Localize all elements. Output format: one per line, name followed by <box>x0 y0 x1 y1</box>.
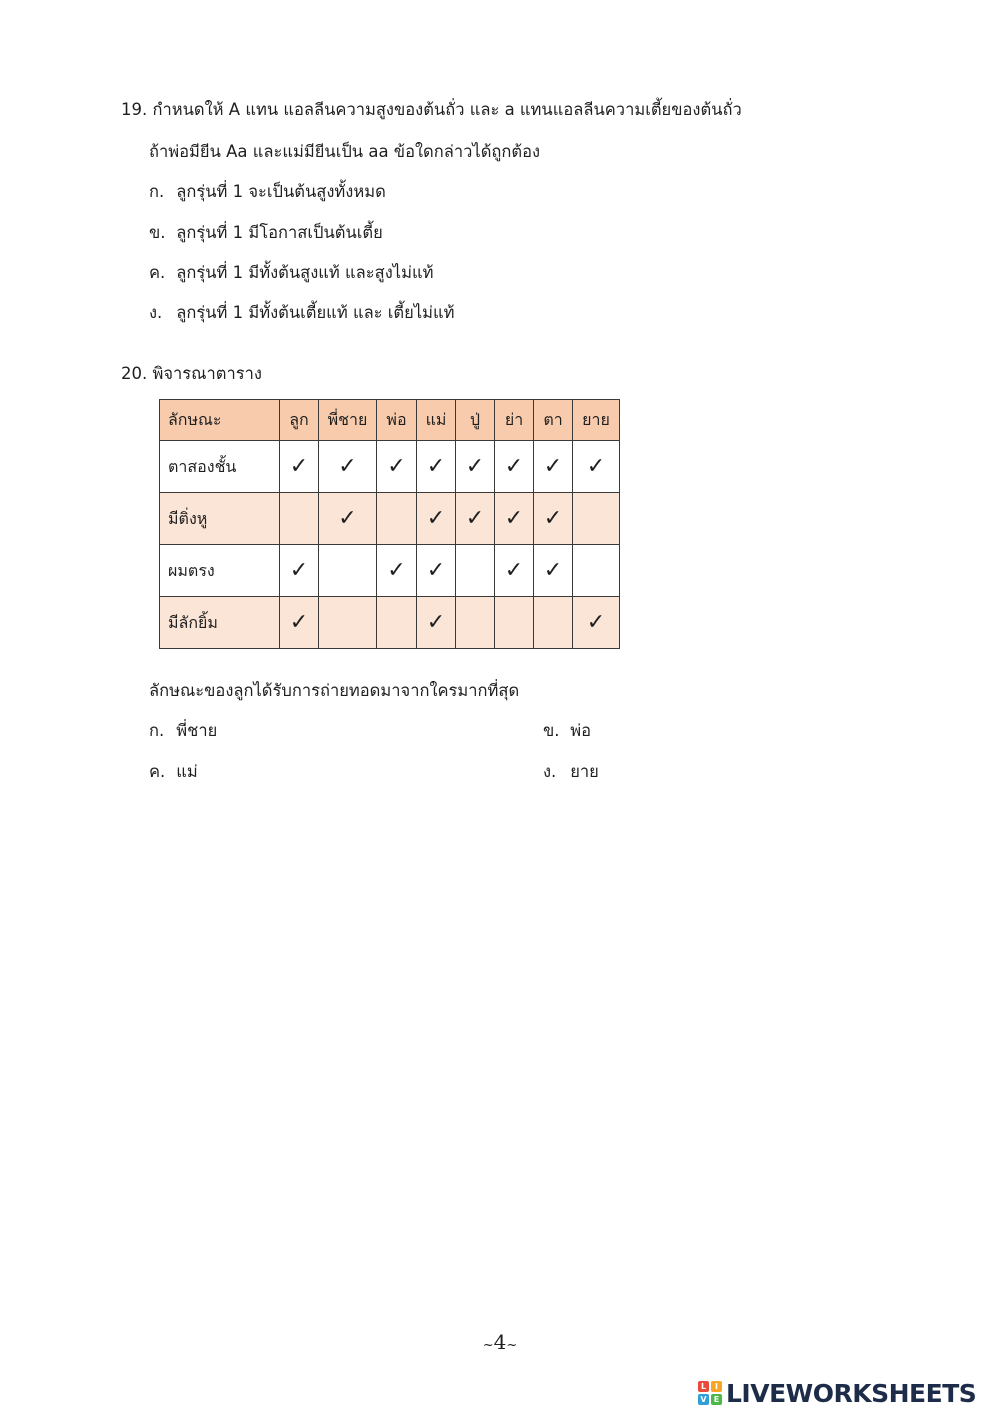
traits-table <box>159 399 620 649</box>
check-cell <box>456 545 495 597</box>
option-label: ข. <box>149 223 166 242</box>
table-header-cell: ย่า <box>495 400 534 441</box>
trait-label: มีติ่งหู <box>160 493 280 545</box>
table-row <box>160 545 620 597</box>
table-row <box>160 441 620 493</box>
liveworksheets-logo-icon: L I V E <box>698 1381 722 1405</box>
option-label: ข. <box>543 721 560 740</box>
trait-label: ตาสองชั้น <box>160 441 280 493</box>
check-cell <box>573 545 620 597</box>
check-cell: ✓ <box>534 545 573 597</box>
check-cell: ✓ <box>377 441 417 493</box>
table-header-row <box>160 400 620 441</box>
check-cell <box>495 597 534 649</box>
option-text: ลูกรุ่นที่ 1 จะเป็นต้นสูงทั้งหมด <box>176 182 386 201</box>
page-number <box>0 1330 1000 1354</box>
option-label: ค. <box>149 762 166 781</box>
table-header-cell: พ่อ <box>377 400 417 441</box>
check-cell: ✓ <box>534 493 573 545</box>
check-cell: ✓ <box>456 441 495 493</box>
check-cell: ✓ <box>495 441 534 493</box>
table-row <box>160 493 620 545</box>
table-header-cell: ตา <box>534 400 573 441</box>
option-text: พี่ชาย <box>176 721 218 740</box>
table-header-cell: แม่ <box>417 400 456 441</box>
option-text: ลูกรุ่นที่ 1 มีโอกาสเป็นต้นเตี้ย <box>176 223 383 242</box>
check-cell: ✓ <box>377 545 417 597</box>
liveworksheets-brand[interactable] <box>698 1379 976 1407</box>
q20-option-b[interactable] <box>543 719 591 743</box>
option-text: แม่ <box>176 762 198 781</box>
q20-option-a[interactable] <box>149 719 217 743</box>
check-cell: ✓ <box>417 545 456 597</box>
check-cell <box>534 597 573 649</box>
table-header-cell: พี่ชาย <box>319 400 377 441</box>
table-header-cell: ปู่ <box>456 400 495 441</box>
option-text: ลูกรุ่นที่ 1 มีทั้งต้นสูงแท้ และสูงไม่แท้ <box>176 263 434 282</box>
table-row <box>160 597 620 649</box>
page-number-value: 4 <box>493 1330 507 1354</box>
check-cell: ✓ <box>280 545 319 597</box>
check-cell: ✓ <box>495 493 534 545</box>
check-cell: ✓ <box>495 545 534 597</box>
check-cell: ✓ <box>319 441 377 493</box>
check-cell: ✓ <box>417 493 456 545</box>
check-cell: ✓ <box>573 597 620 649</box>
check-cell: ✓ <box>280 441 319 493</box>
check-cell <box>377 597 417 649</box>
check-cell <box>319 597 377 649</box>
check-cell: ✓ <box>280 597 319 649</box>
table-header-cell: ลูก <box>280 400 319 441</box>
option-label: ก. <box>149 721 165 740</box>
table-header-cell: ลักษณะ <box>160 400 280 441</box>
check-cell <box>573 493 620 545</box>
check-cell <box>456 597 495 649</box>
check-cell: ✓ <box>573 441 620 493</box>
option-text: ยาย <box>570 762 599 781</box>
q19-stem-line2: ถ้าพ่อมียีน Aa และแม่มียีนเป็น aa ข้อใดกล่าวได้ถูกต้อง <box>149 142 541 161</box>
check-cell <box>377 493 417 545</box>
q19-option-c[interactable] <box>149 261 433 285</box>
q20-option-d[interactable] <box>543 760 599 784</box>
page-tilde-right: ~ <box>506 1338 518 1353</box>
q20-stem: 20. พิจารณาตาราง <box>121 364 262 383</box>
check-cell: ✓ <box>417 597 456 649</box>
brand-name: LIVEWORKSHEETS <box>726 1378 977 1408</box>
check-cell: ✓ <box>417 441 456 493</box>
q19-option-a[interactable] <box>149 180 386 204</box>
check-cell: ✓ <box>534 441 573 493</box>
option-text: ลูกรุ่นที่ 1 มีทั้งต้นเตี้ยแท้ และ เตี้ยไม่แท้ <box>176 303 455 322</box>
table-header-cell: ยาย <box>573 400 620 441</box>
q19-stem-line1: 19. กำหนดให้ A แทน แอลลีนความสูงของต้นถั่ว และ a แทนแอลลีนความเตี้ยของต้นถั่ว <box>121 100 742 119</box>
q19-option-d[interactable] <box>149 301 455 325</box>
trait-label: ผมตรง <box>160 545 280 597</box>
check-cell <box>319 545 377 597</box>
option-label: ง. <box>543 762 557 781</box>
option-label: ค. <box>149 263 166 282</box>
option-text: พ่อ <box>570 721 592 740</box>
q20-option-c[interactable] <box>149 760 198 784</box>
check-cell: ✓ <box>456 493 495 545</box>
check-cell <box>280 493 319 545</box>
q19-option-b[interactable] <box>149 221 383 245</box>
page-tilde-left: ~ <box>482 1338 494 1353</box>
check-cell: ✓ <box>319 493 377 545</box>
q20-question: ลักษณะของลูกได้รับการถ่ายทอดมาจากใครมากที่สุด <box>149 681 520 700</box>
option-label: ง. <box>149 303 163 322</box>
trait-label: มีลักยิ้ม <box>160 597 280 649</box>
option-label: ก. <box>149 182 165 201</box>
